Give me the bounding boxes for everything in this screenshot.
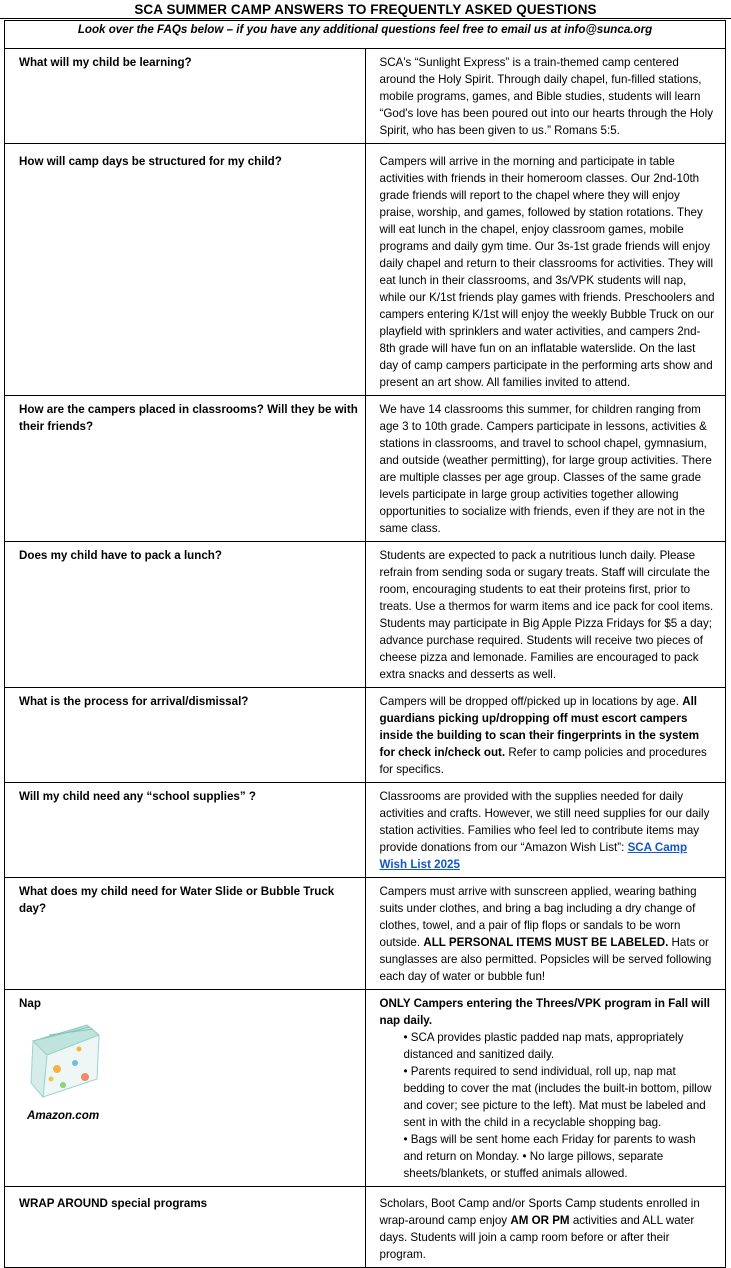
nap-lead: ONLY Campers entering the Threes/VPK program in Fall will nap daily.: [379, 997, 711, 1027]
faq-table: [4, 20, 726, 1268]
answer-text: Campers must arrive with sunscreen applied, wearing bathing suits under clothes, and bring a bag including a dry change of clothes, towel, and a pair of flip flops or sandals to be worn outside.: [379, 885, 697, 949]
nap-mat-image: [27, 1019, 101, 1101]
answer-emphasis: ALL PERSONAL ITEMS MUST BE LABELED.: [423, 936, 669, 949]
intro-row: [5, 21, 726, 49]
answer-text: Refer to camp policies and procedures for specifics.: [379, 746, 707, 776]
nap-bullet: • Parents required to send individual, roll up, nap mat bedding to cover the mat (includes the built-in bottom, pillow and cover; see picture to the left). Mat must be labeled and sent in with the child in a recyclable shopping bag.: [403, 1065, 712, 1129]
image-caption: Amazon.com: [27, 1109, 100, 1122]
nap-label: Nap: [19, 997, 41, 1010]
faq-answer: [365, 878, 726, 990]
answer-emphasis: AM OR PM: [510, 1214, 570, 1227]
faq-row: [5, 49, 726, 144]
nap-bullet: • SCA provides plastic padded nap mats, appropriately distanced and sanitized daily.: [403, 1031, 684, 1061]
faq-answer: [365, 1187, 726, 1268]
faq-question: What is the process for arrival/dismissal?: [5, 688, 366, 783]
faq-row: [5, 396, 726, 542]
faq-answer: [365, 688, 726, 783]
intro-text: Look over the FAQs below – if you have any additional questions feel free to email us at info@sunca.org: [5, 21, 726, 49]
answer-text: Campers will be dropped off/picked up in locations by age.: [379, 695, 683, 708]
answer-text: Scholars, Boot Camp and/or Sports Camp students enrolled in wrap-around camp enjoy: [379, 1197, 700, 1227]
faq-question: What does my child need for Water Slide or Bubble Truck day?: [5, 878, 366, 990]
answer-text: activities and ALL water days. Students will join a camp room before or after their program.: [379, 1214, 695, 1261]
faq-answer: Students are expected to pack a nutritious lunch daily. Please refrain from sending soda or sugary treats. Staff will circulate the room, encouraging students to eat their proteins first, prior to treats. Use a thermos for warm items and ice pack for cool items. Students may participate in Big Apple Pizza Fridays for $5 a day; advance purchase required. Students will receive two pieces of cheese pizza and lemonade. Families are encouraged to pack extra snacks and desserts as well.: [365, 542, 726, 688]
faq-question: WRAP AROUND special programs: [5, 1187, 366, 1268]
answer-text: Classrooms are provided with the supplies needed for daily activities and crafts. However, we still need supplies for our daily station activities. Families who feel led to contribute items may provide donations from our “Amazon Wish List”:: [379, 790, 710, 854]
faq-question: Does my child have to pack a lunch?: [5, 542, 366, 688]
faq-row: [5, 878, 726, 990]
faq-question: Will my child need any “school supplies” ?: [5, 783, 366, 878]
title-divider: [0, 18, 731, 19]
faq-question: How are the campers placed in classrooms? Will they be with their friends?: [5, 396, 366, 542]
faq-answer: [365, 783, 726, 878]
faq-answer: SCA's “Sunlight Express” is a train-themed camp centered around the Holy Spirit. Through daily chapel, fun-filled stations, mobile programs, games, and Bible studies, students will learn “God's love has been poured out into our hearts through the Holy Spirit, who has been given to us.” Romans 5:5.: [365, 49, 726, 144]
answer-text: Hats or sunglasses are also permitted. Popsicles will be served following each day of water or bubble fun!: [379, 936, 712, 983]
faq-row: [5, 990, 726, 1187]
wish-list-link[interactable]: SCA Camp Wish List 2025: [379, 841, 688, 871]
faq-row: [5, 783, 726, 878]
faq-row: [5, 144, 726, 396]
faq-row: [5, 542, 726, 688]
answer-emphasis: All guardians picking up/dropping off must escort campers inside the building to scan their fingerprints in the system for check in/check out.: [379, 695, 700, 759]
page-title: SCA SUMMER CAMP ANSWERS TO FREQUENTLY ASKED QUESTIONS: [134, 2, 597, 17]
faq-answer: We have 14 classrooms this summer, for children ranging from age 3 to 10th grade. Campers participate in lessons, activities & stations in classrooms, and travel to school chapel, gymnasium, and outside (weather permitting), for large group activities. There are multiple classes per age group. Classes of the same grade levels participate in large group activities together allowing opportunities to socialize with friends, even if they are not in the same class.: [365, 396, 726, 542]
faq-question: What will my child be learning?: [5, 49, 366, 144]
nap-bullet: • Bags will be sent home each Friday for parents to wash and return on Monday. • No large pillows, separate sheets/blankets, or stuffed animals allowed.: [403, 1133, 696, 1180]
faq-answer: Campers will arrive in the morning and participate in table activities with friends in their homeroom classes. Our 2nd-10th grade friends will report to the chapel where they will enjoy praise, worship, and games, followed by station rotations. They will eat lunch in the chapel, enjoy classroom games, mobile programs and daily gym time. Our 3s-1st grade friends will enjoy daily chapel and return to their classrooms for activities. They will eat lunch in their classrooms, and 3s/VPK students will nap, while our K/1st friends play games with friends. Preschoolers and campers entering K/1st will enjoy the weekly Bubble Truck on our playfield with sprinklers and water activities, and campers 2nd-8th grade will have fun on an inflatable waterslide. On the last day of camp campers participate in the performing arts show and present an art show. All families invited to attend.: [365, 144, 726, 396]
faq-row: [5, 688, 726, 783]
faq-answer: [365, 990, 726, 1187]
faq-question: [5, 990, 366, 1187]
faq-row: [5, 1187, 726, 1268]
faq-question: How will camp days be structured for my child?: [5, 144, 366, 396]
